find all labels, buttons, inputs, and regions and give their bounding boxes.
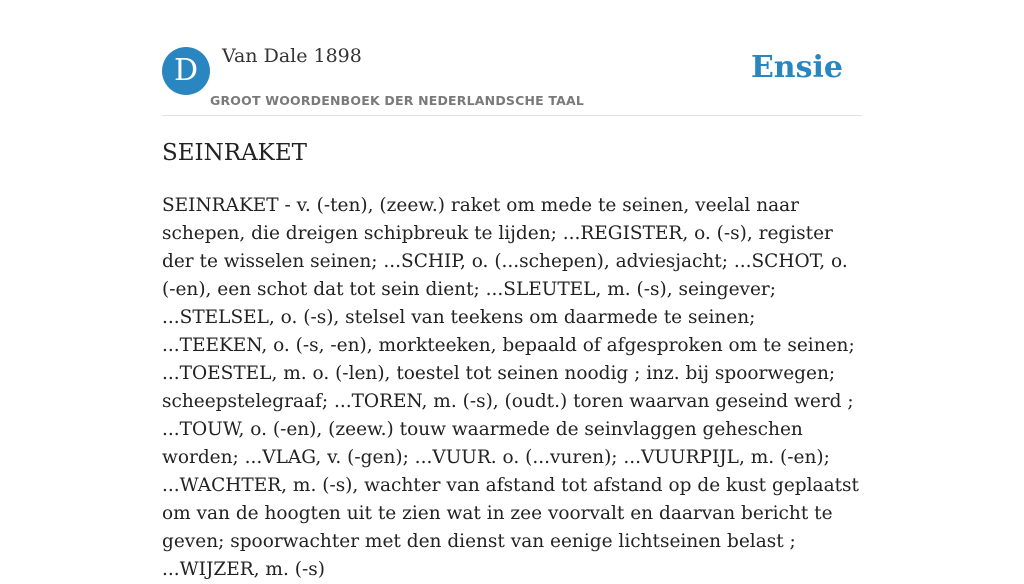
entry-definition: SEINRAKET - v. (-ten), (zeew.) raket om mede te seinen, veelal naar schepen, die dreigen schipbreuk te lijden; ...REGISTER, o. (-s), register der te wisselen seinen; ...SCHIP, o. (...schepen), adviesjacht; ...SCHOT, o. (-en), een schot dat tot sein dient; ...SLEUTEL, m. (-s), seingever; ...STELSEL, o. (-s), stelsel van teekens om daarmede te seinen; ...TEEKEN, o. (-s, -en), morkteeken, bepaald of afgesproken om te seinen; ...TOESTEL, m. o. (-len), toestel tot seinen noodig ; inz. bij spoorwegen; scheepstelegraaf; ...TOREN, m. (-s), (oudt.) toren waarvan geseind werd ; ...TOUW, o. (-en), (zeew.) touw waarmede de seinvlaggen geheschen worden; ...VLAG, v. (-gen); ...VUUR. o. (...vuren); ...VUURPIJL, m. (-en); ...WACHTER, m. (-s), wachter van afstand tot afstand op de kust geplaatst om van de hoogten uit te zien wat in zee voorvalt en daarvan bericht te geven; spoorwachter met den dienst van eenige lichtseinen belast ; ...WIJZER, m. (-s) <box>162 195 859 580</box>
dictionary-header <box>162 0 862 116</box>
ensie-brand-logo[interactable]: Ensie <box>750 50 843 85</box>
page <box>162 0 862 580</box>
dictionary-logo[interactable]: D <box>162 47 210 95</box>
dictionary-subtitle: GROOT WOORDENBOEK DER NEDERLANDSCHE TAAL <box>210 93 585 108</box>
dictionary-title[interactable]: Van Dale 1898 <box>222 45 362 67</box>
entry-title: SEINRAKET <box>162 140 307 166</box>
